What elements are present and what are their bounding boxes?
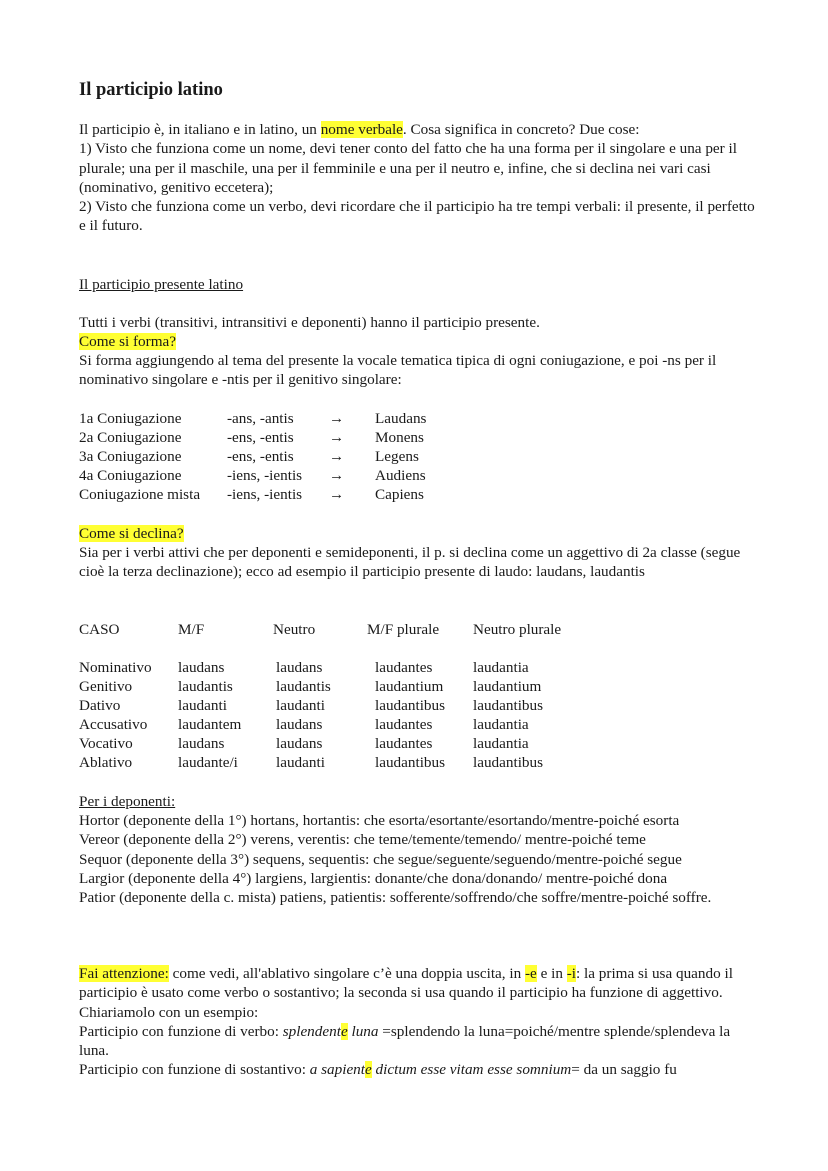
arrow-icon: → bbox=[329, 486, 345, 503]
page-title: Il participio latino bbox=[79, 80, 223, 100]
example-verb-label: Participio con funzione di verbo: bbox=[79, 1022, 283, 1040]
highlight-e: -e bbox=[524, 965, 537, 982]
attention-label: Fai attenzione: bbox=[79, 965, 169, 982]
column-header: Neutro plurale bbox=[473, 621, 562, 638]
question-come-si-forma: Come si forma? bbox=[79, 333, 177, 350]
intro-text: Il participio è, in italiano e in latino, un bbox=[79, 121, 321, 138]
deponent-line: Hortor (deponente della 1°) hortans, hortantis: che esorta/esortante/esortando/mentre-poiché esorta bbox=[79, 812, 680, 829]
column-header: CASO bbox=[79, 621, 120, 638]
deponent-line: Sequor (deponente della 3°) sequens, sequentis: che segue/seguente/seguendo/mentre-poiché segue bbox=[79, 850, 682, 868]
intro-point-2: 2) Visto che funziona come un verbo, devi ricordare che il participio ha tre tempi verbali: il presente, il perfetto e il futuro. bbox=[79, 198, 755, 235]
declension-text: Sia per i verbi attivi che per deponenti e semideponenti, il p. si declina come un aggettivo di 2a classe (segue cioè la terza declinazione); ecco ad esempio il participio presente di laudo: laudans, laudantis bbox=[79, 544, 741, 581]
arrow-icon: → bbox=[329, 429, 345, 446]
presente-line1: Tutti i verbi (transitivi, intransitivi e deponenti) hanno il participio presente. bbox=[79, 314, 540, 331]
section-heading-presente: Il participio presente latino bbox=[79, 276, 244, 293]
highlight-nome-verbale: nome verbale bbox=[320, 121, 403, 138]
deponent-line: Vereor (deponente della 2°) verens, verentis: che teme/temente/temendo/ mentre-poiché teme bbox=[79, 831, 646, 849]
deponents-heading: Per i deponenti: bbox=[79, 793, 176, 810]
arrow-icon: → bbox=[329, 448, 345, 465]
deponent-line: Patior (deponente della c. mista) patiens, patientis: sofferente/soffrendo/che soffre/mentre-poiché soffre. bbox=[79, 889, 712, 907]
highlight-ending: e bbox=[340, 1022, 348, 1040]
column-header: Neutro bbox=[273, 621, 316, 638]
question-come-si-declina: Come si declina? bbox=[79, 525, 184, 542]
attention-paragraph: Fai attenzione: come vedi, all'ablativo singolare c’è una doppia uscita, in -e e in -i: la prima si usa quando il participio è usato come verbo o sostantivo; la seconda si usa quando il participio ha funzione di aggettivo. Chiariamolo con un esempio: Participio con funzione di verbo: splendente luna =splendendo la luna=poiché/mentre splende/splendeva la luna. Participio con funzione di sostantivo: a sapiente dictum esse vitam esse somnium= da un saggio fu bbox=[79, 965, 733, 1079]
highlight-ending: e bbox=[365, 1061, 372, 1079]
deponents-list bbox=[79, 811, 759, 907]
arrow-icon: → bbox=[329, 410, 345, 427]
arrow-icon: → bbox=[329, 467, 345, 484]
highlight-i: -i bbox=[566, 965, 577, 982]
deponent-line: Largior (deponente della 4°) largiens, largientis: donante/che dona/donando/ mentre-poiché dona bbox=[79, 869, 668, 887]
intro-text-end: . Cosa significa in concreto? Due cose: bbox=[402, 121, 640, 138]
intro-paragraph bbox=[79, 120, 759, 236]
intro-point-1: 1) Visto che funziona come un nome, devi tener conto del fatto che ha una forma per il singolare e una per il plurale; una per il maschile, una per il femminile e una per il neutro e, infine, che si declina nei vari casi (nominativo, genitivo eccetera); bbox=[79, 140, 737, 196]
formation-text: Si forma aggiungendo al tema del presente la vocale tematica tipica di ogni coniugazione, e poi -ns per il nominativo singolare e -ntis per il genitivo singolare: bbox=[79, 352, 717, 389]
example-noun-label: Participio con funzione di sostantivo: bbox=[79, 1061, 310, 1079]
column-header: M/F plurale bbox=[367, 621, 440, 638]
column-header: M/F bbox=[178, 621, 205, 638]
